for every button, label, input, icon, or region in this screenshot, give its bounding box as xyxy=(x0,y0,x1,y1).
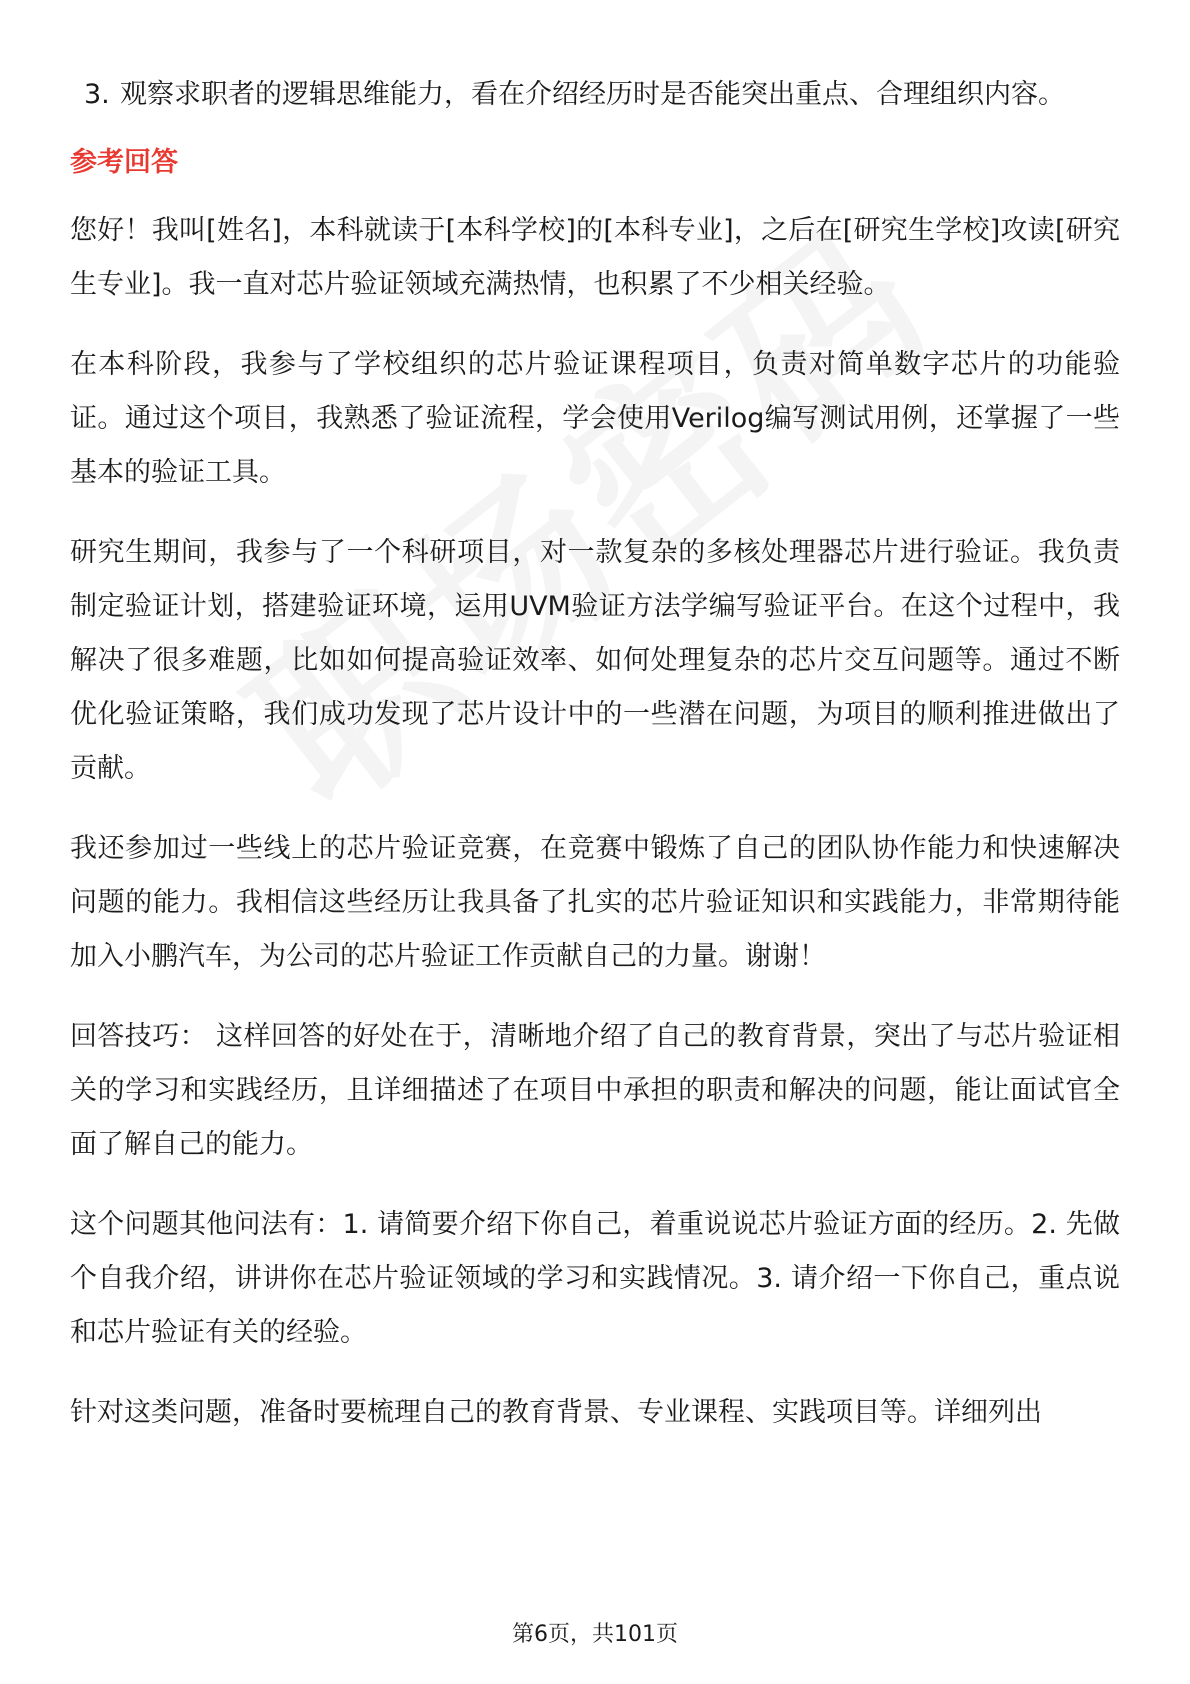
list-item-number: 3. xyxy=(84,79,110,110)
list-item xyxy=(84,68,1120,122)
paragraph-alternative-questions: 这个问题其他问法有：1. 请简要介绍下你自己，着重说说芯片验证方面的经历。2. 先做个自我介绍，讲讲你在芯片验证领域的学习和实践情况。3. 请介绍一下你自己，重点说和芯片验证有关的经验。 xyxy=(70,1209,1120,1348)
paragraph-intro: 您好！我叫[姓名]，本科就读于[本科学校]的[本科专业]，之后在[研究生学校]攻读[研究生专业]。我一直对芯片验证领域充满热情，也积累了不少相关经验。 xyxy=(70,215,1120,300)
paragraph-undergraduate: 在本科阶段，我参与了学校组织的芯片验证课程项目，负责对简单数字芯片的功能验证。通过这个项目，我熟悉了验证流程，学会使用Verilog编写测试用例，还掌握了一些基本的验证工具。 xyxy=(70,349,1120,488)
list-item-text: 观察求职者的逻辑思维能力，看在介绍经历时是否能突出重点、合理组织内容。 xyxy=(120,79,1065,110)
page-number-footer: 第6页，共101页 xyxy=(512,1622,678,1647)
page-content xyxy=(70,68,1120,1466)
paragraph-preparation: 针对这类问题，准备时要梳理自己的教育背景、专业课程、实践项目等。详细列出 xyxy=(70,1397,1042,1428)
paragraph-competition: 我还参加过一些线上的芯片验证竞赛，在竞赛中锻炼了自己的团队协作能力和快速解决问题的能力。我相信这些经历让我具备了扎实的芯片验证知识和实践能力，非常期待能加入小鹏汽车，为公司的芯片验证工作贡献自己的力量。谢谢！ xyxy=(70,833,1120,972)
section-title: 参考回答 xyxy=(70,147,178,178)
paragraph-answer-tips: 回答技巧： 这样回答的好处在于，清晰地介绍了自己的教育背景，突出了与芯片验证相关的学习和实践经历，且详细描述了在项目中承担的职责和解决的问题，能让面试官全面了解自己的能力。 xyxy=(70,1021,1120,1160)
paragraph-graduate: 研究生期间，我参与了一个科研项目，对一款复杂的多核处理器芯片进行验证。我负责制定验证计划，搭建验证环境，运用UVM验证方法学编写验证平台。在这个过程中，我解决了很多难题，比如如何提高验证效率、如何处理复杂的芯片交互问题等。通过不断优化验证策略，我们成功发现了芯片设计中的一些潜在问题，为项目的顺利推进做出了贡献。 xyxy=(70,537,1120,784)
